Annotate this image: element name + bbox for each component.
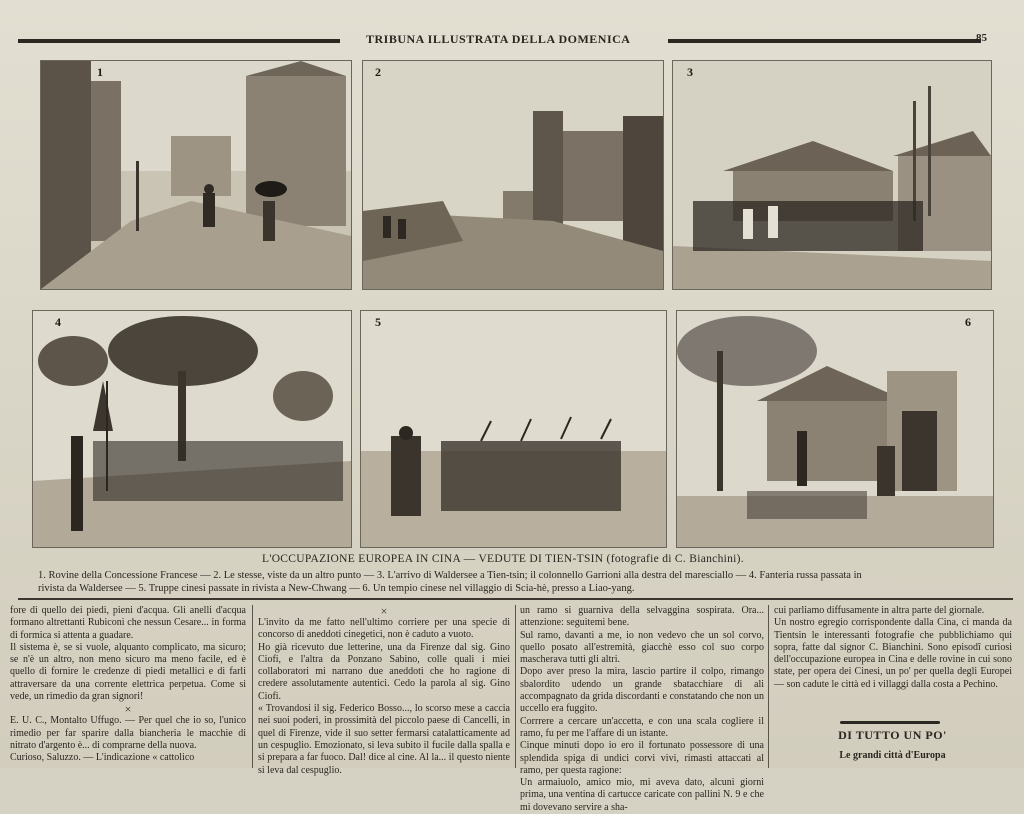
section-separator <box>18 598 1013 600</box>
page-header <box>18 32 993 50</box>
section-title: DI TUTTO UN PO' <box>838 728 947 742</box>
col4-paragraph-2: Un nostro egregio corrispondente dalla Cina, ci manda da Tientsin le interessanti fotografie che pubblichiamo qui sopra, fatte dal signor C. Bianchini. Sono episodî curiosi dell'occupazione europea in Cina e delle rovine in cui sono state, per opera dei Cinesi, un po' per quella degli Europei — son cadute le città ed i villaggi dalla costa a Pechino. <box>774 617 1012 690</box>
page-number: 85 <box>976 32 987 44</box>
col2-paragraph-2: Ho già ricevuto due letterine, una da Firenze dal sig. Gino Ciofi, e l'altra da Ponzano Sabino, colle quali i miei collaboratori mi narrano due aneddoti che ho ragione di credere assolutamente autentici. Cedo la parola al sig. Gino Ciofi. <box>258 641 510 702</box>
column-rule <box>252 605 253 768</box>
col4-paragraph-1: cui parliamo diffusamente in altra parte del giornale. <box>774 605 985 616</box>
photo-2-image <box>363 61 663 289</box>
column-4 <box>774 605 1012 717</box>
photo-number: 2 <box>375 65 381 79</box>
photo-1-image <box>41 61 351 289</box>
col2-paragraph-3: « Trovandosi il sig. Federico Bosso..., lo scorso mese a caccia nei suoi poderi, in prossimità del piccolo paese di Cancelli, in quel di Firenze, vide il suo setter fermarsi catalatticamente ad un cespuglio. Emozionato, si leva subito il fucile dalla spalla e si prepara a far fuoco. Dal! dice al cine. Al la... il questo niente si leva dal cespuglio. <box>258 703 510 776</box>
photo-2-ruins-other-view <box>362 60 664 290</box>
col3-paragraph-2: Sul ramo, davanti a me, io non vedevo che un sol corvo, quello posato all'estremità, giacchè esso col suo corpo mascherava tutti gli altri. <box>520 629 764 666</box>
caption-line-2: rivista da Waldersee — 5. Truppe cinesi passate in rivista a New-Chwang — 6. Un tempio cinese nel villaggio di Scia-hè, presso a Liao-yang. <box>38 583 635 594</box>
masthead: TRIBUNA ILLUSTRATA DELLA DOMENICA <box>366 32 631 46</box>
photo-4-russian-infantry <box>32 310 352 548</box>
caption-line-1: 1. Rovine della Concessione Francese — 2. Le stesse, viste da un altro punto — 3. L'arrivo di Waldersee a Tien-tsin; il colonnello Garrioni alla destra del maresciallo — 4. Fanteria russa passata in <box>38 570 862 581</box>
col1-paragraph-4: Curioso, Saluzzo. — L'indicazione « cattolico <box>10 752 195 764</box>
col3-paragraph-3: Dopo aver preso la mira, lascio partire il colpo, rimango sbalordito udendo un grande sbatacchiare di ali accompagnato da grida discordanti e constatando che non un uccello era fuggito. <box>520 666 764 715</box>
header-rule-right <box>668 39 981 43</box>
col1-paragraph-3: E. U. C., Montalto Uffugo. — Per quel che io so, l'unico rimedio per far sparire dalla biancheria le macchie di nitrato d'argento è... di comprarne della nuova. <box>10 715 246 751</box>
photo-3-image <box>673 61 991 289</box>
col1-paragraph-1: fore di quello dei piedi, pieni d'acqua. Gli anelli d'acqua formano altrettanti Rubiconi che nessun Cesare... in forma di formica si attenta a guadare. <box>10 605 246 641</box>
column-rule <box>515 605 516 768</box>
col2-divider: × <box>380 604 388 618</box>
photo-6-image <box>677 311 993 547</box>
col3-paragraph-4: Corrrere a cercare un'accetta, e con una scala cogliere il ramo, fu per me l'affare di un istante. <box>520 715 764 739</box>
photo-3-waldersee-arrival <box>672 60 992 290</box>
column-2 <box>258 604 510 776</box>
photo-number: 1 <box>97 65 103 79</box>
caption-body <box>38 569 998 595</box>
header-rule-left <box>18 39 340 43</box>
col2-paragraph-1: L'invito da me fatto nell'ultimo corriere per una specie di concorso di aneddoti cinegetici, non è caduto a vuoto. <box>258 617 510 641</box>
caption-title: L'OCCUPAZIONE EUROPEA IN CINA — VEDUTE DI TIEN-TSIN (fotografie di C. Bianchini). <box>262 553 744 565</box>
col1-paragraph-2: Il sistema è, se si vuole, alquanto complicato, ma sicuro; se n'è un altro, non meno sicuro ma meno facile, ed è quello di fornire le credenze di piedi metallici e di farli attraversare da una corrente elettrica perpetua. Come si vede, un rimedio da gran signori! <box>10 641 246 703</box>
photo-5-image <box>361 311 666 547</box>
col3-paragraph-6: Un armaiuolo, amico mio, mi aveva dato, alcuni giorni prima, una ventina di cartucce caricate con pallini N. 9 e che mi dovevano servire a sha- <box>520 777 764 813</box>
photo-number: 6 <box>965 315 971 329</box>
section-subtitle: Le grandi città d'Europa <box>839 750 946 761</box>
section-ornament <box>840 721 940 724</box>
photo-number: 3 <box>687 65 693 79</box>
photo-6-chinese-temple <box>676 310 994 548</box>
column-1 <box>10 605 246 768</box>
column-3 <box>520 605 764 813</box>
col3-paragraph-1: un ramo si guarniva della selvaggina sospirata. Ora... attenzione: seguitemi bene. <box>520 605 764 629</box>
column-rule <box>768 605 769 768</box>
photo-1-ruins-french-concession <box>40 60 352 290</box>
photo-number: 5 <box>375 315 381 329</box>
col3-paragraph-5: Cinque minuti dopo io ero il fortunato possessore di una splendida spiga di undici corvi vivi, rimasti attaccati al ramo, per questa ragione: <box>520 740 764 776</box>
photo-number: 4 <box>55 315 61 329</box>
photo-5-chinese-troops <box>360 310 667 548</box>
photo-4-image <box>33 311 351 547</box>
col1-divider: × <box>124 702 132 717</box>
